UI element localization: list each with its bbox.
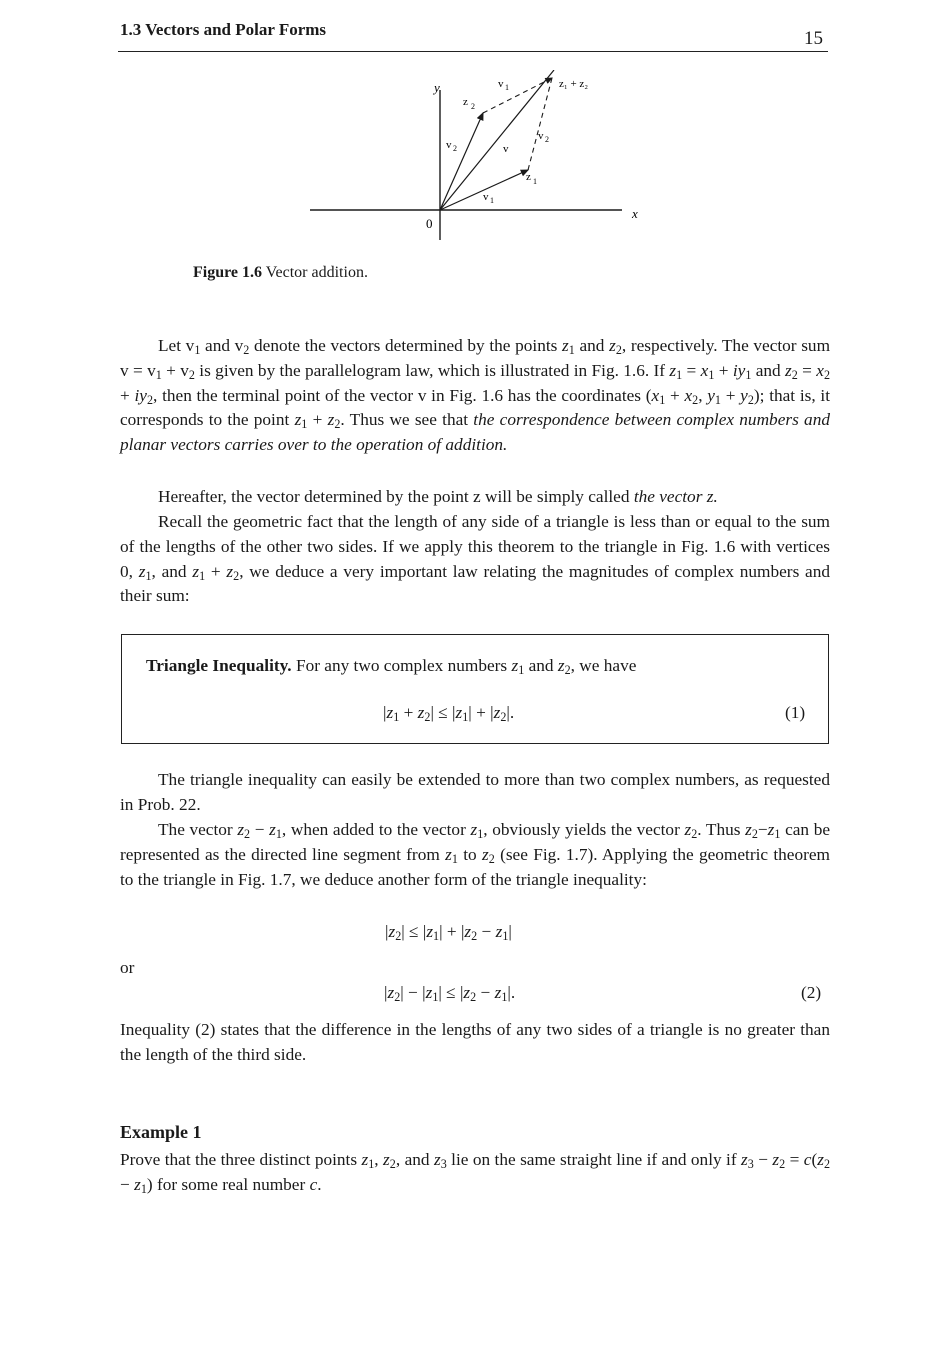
vector-v2 [440,113,483,210]
example-title: Example 1 [120,1122,202,1142]
figure-caption [193,264,368,282]
paragraph-extension: The triangle inequality can easily be extended to more than two complex numbers, as requested in Prob. 22. [120,770,830,814]
v2-right-label-sub: 2 [545,135,549,144]
figure-caption-label: Figure 1.6 [193,264,263,281]
v1-bottom-label-sub: 1 [490,196,494,205]
section-header: 1.3 Vectors and Polar Forms [120,20,327,39]
theorem-statement: Triangle Inequality. For any two complex numbers $z_1$ and $z_2$, we have [146,656,637,677]
v2-right-label: v [538,130,544,142]
inequality-display-a: $|z_2| \le |z_1| + |z_2 - z_1|$ [385,922,512,943]
paragraph-inequality-2: Inequality (2) states that the difference in the lengths of any two sides of a triangle is no greater than the length of the third side. [120,1020,830,1064]
page-number: 15 [804,28,823,49]
z1-label: z [526,171,531,183]
paragraph-vector-sum: Let $v_1$ and $v_2$ denote the vectors determined by the points $z_1$ and $z_2$, respectively. The vector sum $v = v_1 + v_2$ is given by the parallelogram law, which is illustrated in Fig. 1.6. If $z_1 = x_1 + iy_1$ and $z_2 = x_2 + iy_2$, then the terminal point of the vector v in Fig. 1.6 has the coordinates ($x_1 + x_2$, $y_1 + y_2$); that is, it corresponds to the point $z_1 + z_2$. Thus we see that the correspondence between complex numbers and planar vectors carries over to the operation of addition. [120,336,831,455]
vector-addition-figure [300,70,660,250]
or-connector: or [120,958,135,977]
v-label: v [503,143,509,155]
header-rule [118,51,828,52]
v1-top-label: v [498,78,504,90]
paragraph-triangle-fact: Recall the geometric fact that the length of any side of a triangle is less than or equal to the sum of the lengths of the other two sides. If we apply this theorem to the triangle in Fig. 1.6 with vertices 0, $z_1$, and $z_1 + z_2$, we deduce a very important law relating the magnitudes of complex numbers and their sum: [120,512,831,606]
paragraph-vector-z: Hereafter, the vector determined by the point z will be simply called the vector z. [158,487,718,506]
x-axis-label: x [632,206,638,221]
equation-2: $|z_2| - |z_1| \le |z_2 - z_1|$. [384,983,516,1004]
v2-left-label-sub: 2 [453,144,457,153]
vector-v1 [440,170,528,210]
origin-label: 0 [426,216,433,231]
v1-top-label-sub: 1 [505,83,509,92]
z1-plus-z2-label: z₁ + z₂ [559,78,589,90]
v1-bottom-label: v [483,191,489,203]
vector-v [440,70,554,210]
dashed-v1 [483,78,552,113]
equation-2-number: (2) [801,983,822,1002]
z1-label-sub: 1 [533,177,537,186]
equation-1-number: (1) [785,703,806,722]
equation-1: $|z_1 + z_2| \le |z_1| + |z_2|$. [383,703,515,724]
figure-caption-text: Vector addition. [262,264,368,281]
theorem-title: Triangle Inequality. [146,656,292,675]
z2-label-sub: 2 [471,102,475,111]
y-axis-label: y [434,80,440,95]
v2-left-label: v [446,139,452,151]
example-statement: Prove that the three distinct points $z_1$, $z_2$, and $z_3$ lie on the same straight line if and only if $z_3 - z_2 = c(z_2 - z_1)$ for some real number c. [120,1150,831,1196]
dashed-v2 [528,78,552,170]
theorem-box [121,634,829,744]
z2-label: z [463,96,468,108]
paragraph-difference: The vector $z_2 - z_1$, when added to the vector $z_1$, obviously yields the vector $z_2$. Thus $z_2-z_1$ can be represented as the directed line segment from $z_1$ to $z_2$ (see Fig. 1.7). Applying the geometric theorem to the triangle in Fig. 1.7, we deduce another form of the triangle inequality: [120,820,831,889]
